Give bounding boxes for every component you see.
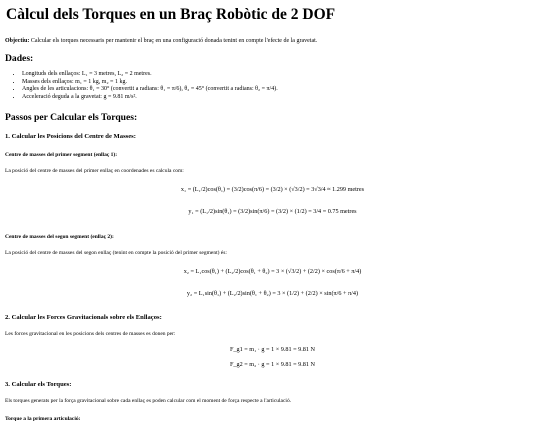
equation-x2: x₂ = L₁cos(θ₁) + (L₂/2)cos(θ₁ + θ₂) = 3 × (√3/2) + (2/2) × cos(π/6 + π/4)	[183, 268, 362, 276]
equation-fg1: F_g1 = m₁ · g = 1 × 9.81 = 9.81 N	[229, 345, 316, 353]
page-title: Càlcul dels Torques en un Braç Robòtic de 2 DOF	[6, 6, 336, 23]
objective	[5, 37, 540, 45]
data-list	[5, 71, 540, 101]
steps-heading: Passos per Calcular els Torques:	[5, 112, 138, 124]
step3-heading: 3. Calcular els Torques:	[5, 381, 72, 389]
data-heading: Dades:	[5, 53, 34, 64]
data-item-angles: • Angles de les articulacions: θ₁ = 30° (convertit a radians: θ₁ = π/6), θ₂ = 45° (convertit a radians: θ₂ = π/4).	[22, 86, 540, 94]
step3-p: Els torques generats per la força gravitacional sobre cada enllaç es poden calcular com el moment de força respecte a l'articulació.	[5, 398, 292, 405]
equation-fg2: F_g2 = m₂ · g = 1 × 9.81 = 9.81 N	[229, 360, 316, 368]
step1-p1: La posició del centre de masses del primer enllaç en coordenades es calcula com:	[5, 168, 184, 175]
data-item-gravity: • Acceleració deguda a la gravetat: g = 9.81 m/s².	[22, 94, 540, 102]
step1-sub2: Centre de masses del segon segment (enllaç 2):	[5, 234, 114, 241]
equation-x1: x₁ = (L₁/2)cos(θ₁) = (3/2)cos(π/6) = (3/2) × (√3/2) = 3√3/4 ≈ 1.299 metres	[180, 186, 365, 194]
step2-p: Les forces gravitacional en les posicions dels centres de masses es donen per:	[5, 331, 176, 338]
objective-label: Objectiu:	[5, 38, 30, 44]
step2-heading: 2. Calcular les Forces Gravitacionals sobre els Enllaços:	[5, 314, 162, 322]
step1-sub1: Centre de masses del primer segment (enllaç 1):	[5, 152, 118, 159]
data-item-lengths: • Longituds dels enllaços: L₁ = 3 metres, L₂ = 2 metres.	[22, 71, 540, 79]
equation-block-3	[5, 342, 540, 372]
equation-y1: y₁ = (L₁/2)sin(θ₁) = (3/2)sin(π/6) = (3/2) × (1/2) = 3/4 = 0.75 metres	[188, 208, 357, 216]
equation-block-1	[5, 179, 540, 223]
step1-heading: 1. Calcular les Posicions del Centre de Masses:	[5, 133, 136, 141]
step3-sub: Torque a la primera articulació:	[5, 416, 81, 423]
step1-p2: La posició del centre de masses del segon enllaç (tenint en compte la posició del primer segment) és:	[5, 250, 227, 257]
data-item-masses: • Masses dels enllaços: m₁ = 1 kg, m₂ = 1 kg.	[22, 79, 540, 87]
equation-block-2	[5, 261, 540, 305]
equation-y2: y₂ = L₁sin(θ₁) + (L₂/2)sin(θ₁ + θ₂) = 3 × (1/2) + (2/2) × sin(π/6 + π/4)	[186, 290, 359, 298]
objective-text: Calcular els torques necessaris per mantenir el braç en una configuració donada tenint en compte l'efecte de la gravetat.	[29, 38, 318, 44]
